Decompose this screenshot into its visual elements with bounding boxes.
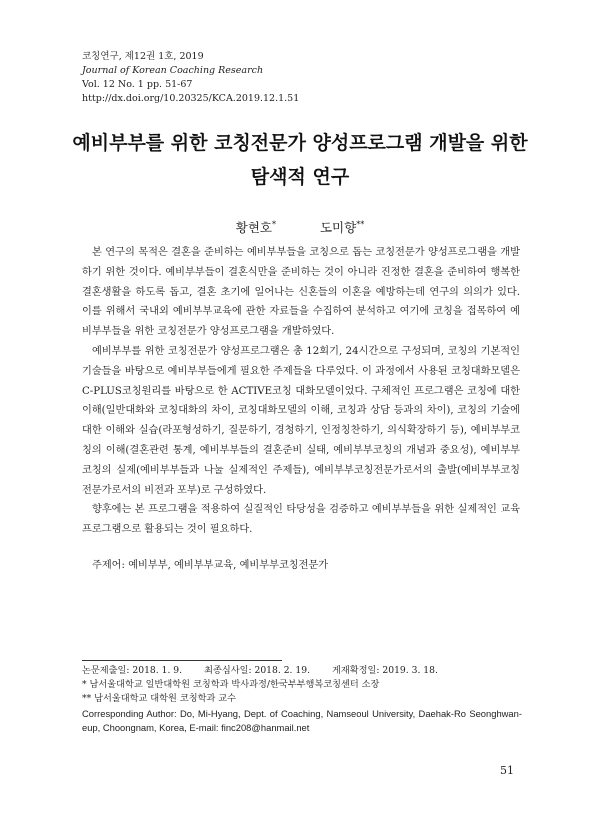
submission-dates (82, 664, 522, 678)
keywords-value: 예비부부, 예비부부교육, 예비부부코칭전문가 (128, 560, 329, 571)
doi-link[interactable]: http://dx.doi.org/10.20325/KCA.2019.12.1.51 (82, 93, 300, 104)
keywords-label: 주제어: (92, 560, 125, 571)
reviewed-date: 최종심사일: 2018. 2. 19. (204, 665, 310, 676)
author-mark: * (272, 219, 277, 229)
author-name: 도미향 (319, 220, 357, 235)
author-mark: ** (356, 219, 365, 229)
journal-name: Journal of Korean Coaching Research (82, 65, 264, 76)
abstract-paragraph-1: 본 연구의 목적은 결혼을 준비하는 예비부부들을 코칭으로 돕는 코칭전문가 양성프로그램을 개발하기 위한 것이다. 예비부부들이 결혼식만을 준비하는 것이 아니라 진정한 결혼을 준비하여 행복한 결혼생활을 하도록 돕고, 결혼 초기에 일어나는 신혼들의 이혼을 예방하는데 연구의 의의가 있다. 이를 위해서 국내외 예비부부교육에 관한 자료들을 수집하여 분석하고 여기에 코칭을 접목하여 예비부부들을 위한 코칭전문가 양성프로그램을 개발하였다. (82, 247, 520, 338)
footnote-second-author: ** 남서울대학교 대학원 코칭학과 교수 (82, 693, 236, 705)
author-name: 황현호 (235, 220, 273, 235)
page-number: 51 (500, 764, 514, 777)
title-line-2: 탐색적 연구 (250, 166, 350, 188)
keywords (92, 556, 328, 571)
footnote-divider (82, 660, 282, 661)
author-2 (320, 220, 364, 235)
author-list (0, 218, 600, 236)
journal-meta (82, 50, 299, 106)
corresponding-author: Corresponding Author: Do, Mi-Hyang, Dept. of Coaching, Namseoul University, Daehak-Ro Seonghwan-eup, Choongnam, Korea, E-mail: finc208@hanmail.net (82, 707, 522, 733)
abstract-paragraph-2: 예비부부를 위한 코칭전문가 양성프로그램은 총 12회기, 24시간으로 구성되며, 코칭의 기본적인 기술들을 바탕으로 예비부부들에게 필요한 주제들을 다루었다. 이 과정에서 사용된 코칭대화모델은 C-PLUS코칭원리를 바탕으로 한 ACTIVE코칭 대화모델이었다. 구체적인 프로그램은 코칭에 대한 이해(일반대화와 코칭대화의 차이, 코칭대화모델의 이해, 코칭과 상담 등과의 차이), 코칭의 기술에 대한 이해와 실습(라포형성하기, 질문하기, 경청하기, 인정칭찬하기, 의식확장하기 등), 예비부부코칭의 이해(결혼관련 통계, 예비부부들의 결혼준비 실태, 예비부부코칭의 개념과 중요성), 예비부부코칭의 실제(예비부부들과 나눌 실제적인 주제들), 예비부부코칭전문가로서의 출발(예비부부코칭전문가로서의 비전과 포부)로 구성하였다. (82, 345, 520, 496)
footnotes (82, 664, 522, 735)
journal-issue: 코칭연구, 제12권 1호, 2019 (82, 51, 204, 62)
paper-title (60, 126, 540, 194)
title-line-1: 예비부부를 위한 코칭전문가 양성프로그램 개발을 위한 (72, 132, 528, 154)
abstract (82, 243, 520, 540)
abstract-paragraph-3: 향후에는 본 프로그램을 적용하여 실질적인 타당성을 검증하고 예비부부들을 위한 실제적인 교육프로그램으로 활용되는 것이 필요하다. (82, 504, 520, 536)
author-1 (236, 220, 276, 235)
journal-volume: Vol. 12 No. 1 pp. 51-67 (82, 79, 193, 90)
received-date: 논문제출일: 2018. 1. 9. (82, 665, 183, 676)
accepted-date: 게재확정일: 2019. 3. 18. (332, 665, 438, 676)
footnote-first-author: * 남서울대학교 일반대학원 코칭학과 박사과정/한국부부행복코칭센터 소장 (82, 679, 380, 691)
